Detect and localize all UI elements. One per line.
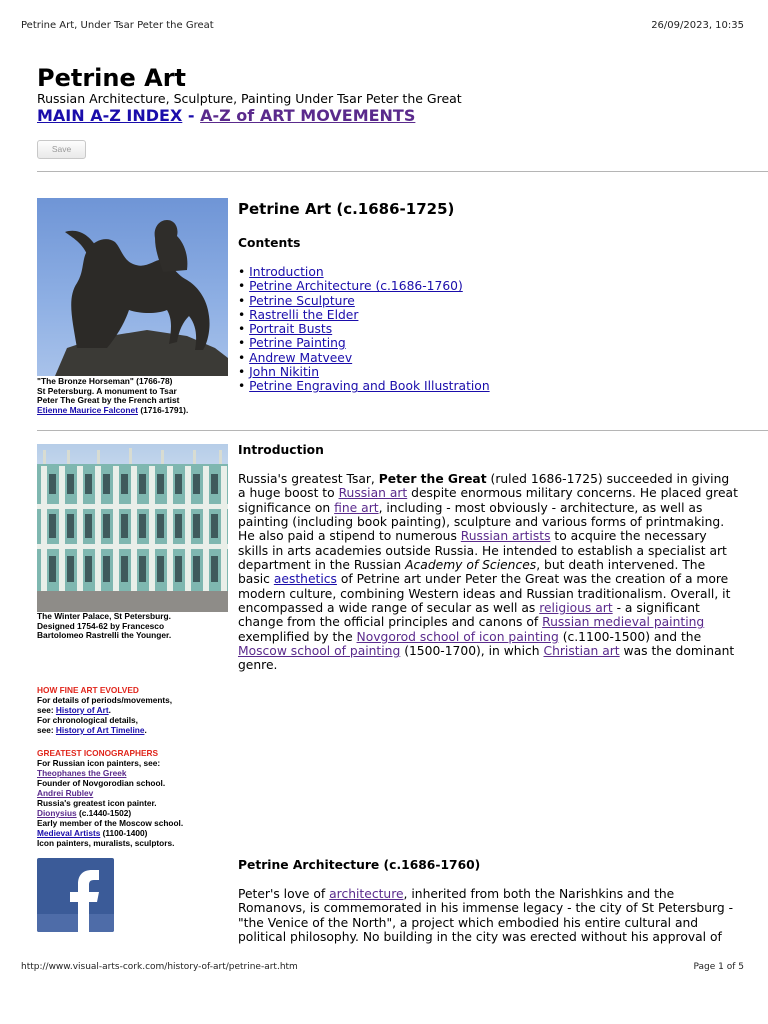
sidebar-how-fine-art-evolved (37, 685, 237, 735)
bronze-horseman-image (37, 198, 228, 376)
sidebar-heading: HOW FINE ART EVOLVED (37, 685, 139, 695)
page-title: Petrine Art (37, 64, 187, 92)
text-run: , inherited from both the Narishkins and the Romanovs, is commemorated in his immense legacy - the city of St Petersburg - "the Venice of the North", a project which embodied his entire cultural and political philosophy. No building in the city was erected without his approval of (238, 887, 734, 945)
sidebar-line: Founder of Novgorodian school. (37, 778, 166, 788)
winter-palace-image (37, 444, 228, 612)
text-run: (c.1440-1502) (76, 808, 132, 818)
introduction-heading: Introduction (238, 443, 324, 457)
architecture-link[interactable]: architecture (329, 887, 404, 901)
caption-line: Designed 1754-62 by Francesco (37, 620, 165, 631)
rublev-link[interactable]: Andrei Rublev (37, 788, 94, 798)
religious-art-link[interactable]: religious art (539, 601, 613, 616)
sidebar-heading: GREATEST ICONOGRAPHERS (37, 748, 159, 758)
contents-heading: Contents (238, 236, 301, 250)
novgorod-school-link[interactable]: Novgorod school of icon painting (356, 629, 559, 644)
sidebar-line: see: History of Art. (37, 705, 111, 715)
sidebar-line (37, 808, 237, 818)
text-run: - a significant change from the official principles and canons of (238, 601, 700, 630)
text-run: (1100-1400) (100, 828, 148, 838)
caption-line: St Petersburg. A monument to Tsar (37, 385, 177, 396)
peter-the-great-bold: Peter the Great (378, 472, 487, 486)
contents-item: • Petrine Architecture (c.1686-1760) (238, 279, 463, 294)
art-movements-link[interactable]: A-Z of ART MOVEMENTS (200, 106, 416, 125)
falconet-link[interactable]: Etienne Maurice Falconet (37, 404, 138, 415)
contents-link[interactable]: Portrait Busts (249, 322, 333, 337)
contents-item: • Portrait Busts (238, 322, 333, 337)
text-run: see: (37, 725, 56, 735)
sidebar-line (37, 768, 237, 778)
contents-link[interactable]: John Nikitin (249, 365, 320, 380)
contents-item: • Petrine Sculpture (238, 293, 355, 308)
sidebar-line: For chronological details, (37, 715, 138, 725)
text-run: , including - most obviously - architecture, as well as painting (including book painting), sculpture and various forms of printmaking. He also paid a stipend to numerous (238, 500, 725, 544)
sidebar-line: Russia's greatest icon painter. (37, 798, 157, 808)
winter-palace-caption (37, 612, 237, 641)
save-button[interactable]: Save (37, 140, 86, 159)
caption-line: Peter The Great by the French artist (37, 395, 180, 406)
text-run: see: (37, 705, 56, 715)
history-of-art-link[interactable]: History of Art (55, 705, 109, 715)
print-header-title: Petrine Art, Under Tsar Peter the Great (21, 20, 214, 31)
contents-link[interactable]: Rastrelli the Elder (249, 307, 359, 322)
contents-item: • Andrew Matveev (238, 350, 353, 365)
academy-of-sciences-italic: Academy of Sciences (405, 558, 537, 573)
sidebar-greatest-iconographers (37, 748, 237, 848)
caption-line: Bartolomeo Rastrelli the Younger. (37, 630, 172, 641)
text-run: exemplified by the (238, 629, 357, 644)
sidebar-line: see: History of Art Timeline. (37, 725, 147, 735)
sidebar-line (37, 788, 237, 798)
contents-item: • Petrine Painting (238, 336, 346, 351)
architecture-heading: Petrine Architecture (c.1686-1760) (238, 858, 481, 872)
falconet-dates: (1716-1791). (138, 404, 189, 415)
contents-item: • Petrine Engraving and Book Illustration (238, 379, 490, 394)
contents-link[interactable]: Introduction (249, 265, 324, 279)
text-run: (c.1100-1500) and the (558, 629, 702, 644)
sidebar-line: Icon painters, muralists, sculptors. (37, 838, 175, 848)
text-run: , but death intervened. The basic (238, 558, 706, 587)
caption-line: "The Bronze Horseman" (1766-78) (37, 376, 173, 386)
architecture-paragraph (238, 887, 738, 944)
sidebar-line: For Russian icon painters, see: (37, 758, 161, 768)
medieval-artists-link[interactable]: Medieval Artists (37, 828, 101, 838)
contents-item: • John Nikitin (238, 365, 320, 380)
contents-link[interactable]: Petrine Architecture (c.1686-1760) (249, 279, 463, 294)
bronze-horseman-caption (37, 377, 237, 415)
dionysius-link[interactable]: Dionysius (37, 808, 77, 818)
article-heading: Petrine Art (c.1686-1725) (238, 200, 455, 218)
facebook-icon[interactable] (37, 858, 114, 932)
contents-list (238, 265, 490, 394)
introduction-paragraph (238, 472, 738, 673)
contents-link[interactable]: Petrine Painting (249, 336, 346, 351)
russian-artists-link[interactable]: Russian artists (460, 529, 551, 544)
print-footer-url: http://www.visual-arts-cork.com/history-of-art/petrine-art.htm (21, 962, 298, 972)
aesthetics-link[interactable]: aesthetics (273, 572, 337, 587)
contents-item: • Rastrelli the Elder (238, 307, 359, 322)
text-run: (ruled 1686-1725) succeeded in giving a huge boost to (238, 472, 730, 501)
text-run: Russia's greatest Tsar, (238, 472, 379, 486)
text-run: despite enormous military concerns. He placed great significance on (238, 486, 738, 515)
russian-medieval-painting-link[interactable]: Russian medieval painting (542, 615, 705, 630)
print-footer-page: Page 1 of 5 (693, 962, 744, 972)
divider-top (37, 171, 768, 172)
sidebar-line (37, 828, 237, 838)
print-header-datetime: 26/09/2023, 10:35 (651, 20, 744, 31)
moscow-school-link[interactable]: Moscow school of painting (238, 644, 401, 659)
text-run: Peter's love of (238, 887, 330, 901)
text-run: to acquire the necessary skills in arts academies outside Russia. He intended to establish a specialist art department in the Russian (238, 529, 727, 573)
nav-separator: - (182, 106, 201, 125)
fine-art-link[interactable]: fine art (334, 500, 379, 515)
contents-link[interactable]: Petrine Engraving and Book Illustration (249, 379, 490, 394)
theophanes-link[interactable]: Theophanes the Greek (37, 768, 127, 778)
contents-link[interactable]: Petrine Sculpture (249, 293, 355, 308)
history-of-art-timeline-link[interactable]: History of Art Timeline (55, 725, 145, 735)
contents-item: • Introduction (238, 265, 324, 279)
main-index-link[interactable]: MAIN A-Z INDEX (37, 106, 183, 125)
caption-line: The Winter Palace, St Petersburg. (37, 611, 171, 621)
divider-middle (37, 430, 768, 431)
russian-art-link[interactable]: Russian art (338, 486, 408, 501)
page-subtitle: Russian Architecture, Sculpture, Painting Under Tsar Peter the Great (37, 91, 462, 106)
text-run: (1500-1700), in which (400, 644, 544, 659)
caption-line (37, 406, 237, 416)
top-nav (37, 106, 415, 125)
sidebar-line: For details of periods/movements, (37, 695, 173, 705)
sidebar-line: Early member of the Moscow school. (37, 818, 184, 828)
text-run: was the dominant genre. (238, 644, 735, 673)
christian-art-link[interactable]: Christian art (543, 644, 620, 659)
text-run: of Petrine art under Peter the Great was the creation of a more modern culture, combining Western ideas and Russian traditionalism. Overall, it encompassed a wide range of secular as well as (238, 572, 731, 616)
contents-link[interactable]: Andrew Matveev (249, 350, 353, 365)
